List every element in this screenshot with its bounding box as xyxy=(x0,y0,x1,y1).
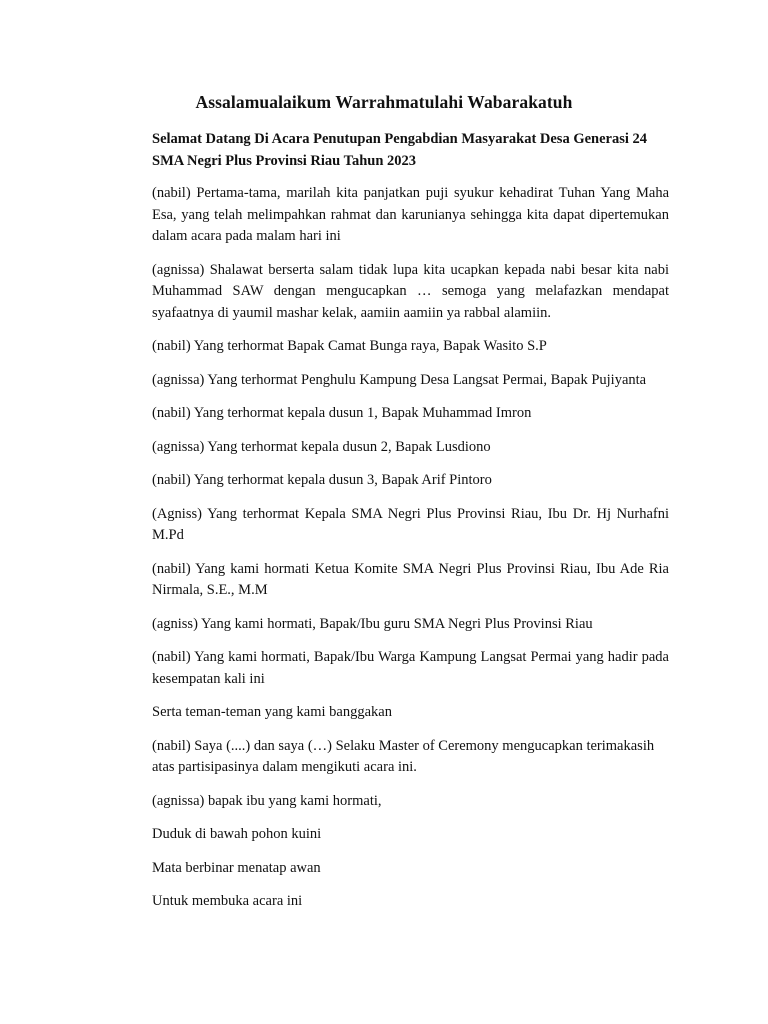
paragraph-opening-prayer: (nabil) Pertama-tama, marilah kita panjatkan puji syukur kehadirat Tuhan Yang Maha Esa, yang telah melimpahkan rahmat dan karunianya sehingga kita dapat dipertemukan dalam acara pada malam hari ini xyxy=(152,185,669,244)
paragraph-greeting-residents: (nabil) Yang kami hormati, Bapak/Ibu Warga Kampung Langsat Permai yang hadir pada kesempatan kali ini xyxy=(152,649,669,687)
document-title: Assalamualaikum Warrahmatulahi Wabarakatuh xyxy=(195,92,573,112)
paragraph-greeting-dusun-3: (nabil) Yang terhormat kepala dusun 3, Bapak Arif Pintoro xyxy=(152,472,492,488)
paragraph-shalawat: (agnissa) Shalawat berserta salam tidak lupa kita ucapkan kepada nabi besar kita nabi Muhammad SAW dengan mengucapkan … semoga yang melafazkan mendapat syafaatnya di yaumil mashar kelak, aamiin aamiin ya rabbal alamiin. xyxy=(152,261,669,321)
paragraph-greeting-penghulu: (agnissa) Yang terhormat Penghulu Kampung Desa Langsat Permai, Bapak Pujiyanta xyxy=(152,371,647,388)
paragraph-pantun-line-3: Untuk membuka acara ini xyxy=(152,893,303,909)
paragraph-pantun-line-1: Duduk di bawah pohon kuini xyxy=(152,826,322,842)
paragraph-pantun-line-2: Mata berbinar menatap awan xyxy=(152,859,321,876)
paragraph-pantun-intro: (agnissa) bapak ibu yang kami hormati, xyxy=(152,792,382,809)
document-heading: Selamat Datang Di Acara Penutupan Pengabdian Masyarakat Desa Generasi 24 SMA Negri Plus Provinsi Riau Tahun 2023 xyxy=(152,131,648,169)
paragraph-greeting-dusun-1: (nabil) Yang terhormat kepala dusun 1, Bapak Muhammad Imron xyxy=(152,405,532,421)
paragraph-greeting-camat: (nabil) Yang terhormat Bapak Camat Bunga raya, Bapak Wasito S.P xyxy=(152,338,547,354)
document-body xyxy=(152,128,669,925)
paragraph-mc-thanks: (nabil) Saya (....) dan saya (…) Selaku Master of Ceremony mengucapkan terimakasih atas partisipasinya dalam mengikuti acara ini. xyxy=(152,737,655,775)
paragraph-greeting-dusun-2: (agnissa) Yang terhormat kepala dusun 2, Bapak Lusdiono xyxy=(152,438,491,455)
paragraph-greeting-teachers: (agniss) Yang kami hormati, Bapak/Ibu guru SMA Negri Plus Provinsi Riau xyxy=(152,615,593,632)
paragraph-greeting-friends: Serta teman-teman yang kami banggakan xyxy=(152,704,392,720)
paragraph-greeting-principal: (Agniss) Yang terhormat Kepala SMA Negri Plus Provinsi Riau, Ibu Dr. Hj Nurhafni M.Pd xyxy=(152,505,669,543)
paragraph-greeting-committee: (nabil) Yang kami hormati Ketua Komite SMA Negri Plus Provinsi Riau, Ibu Ade Ria Nirmala, S.E., M.M xyxy=(152,560,669,598)
